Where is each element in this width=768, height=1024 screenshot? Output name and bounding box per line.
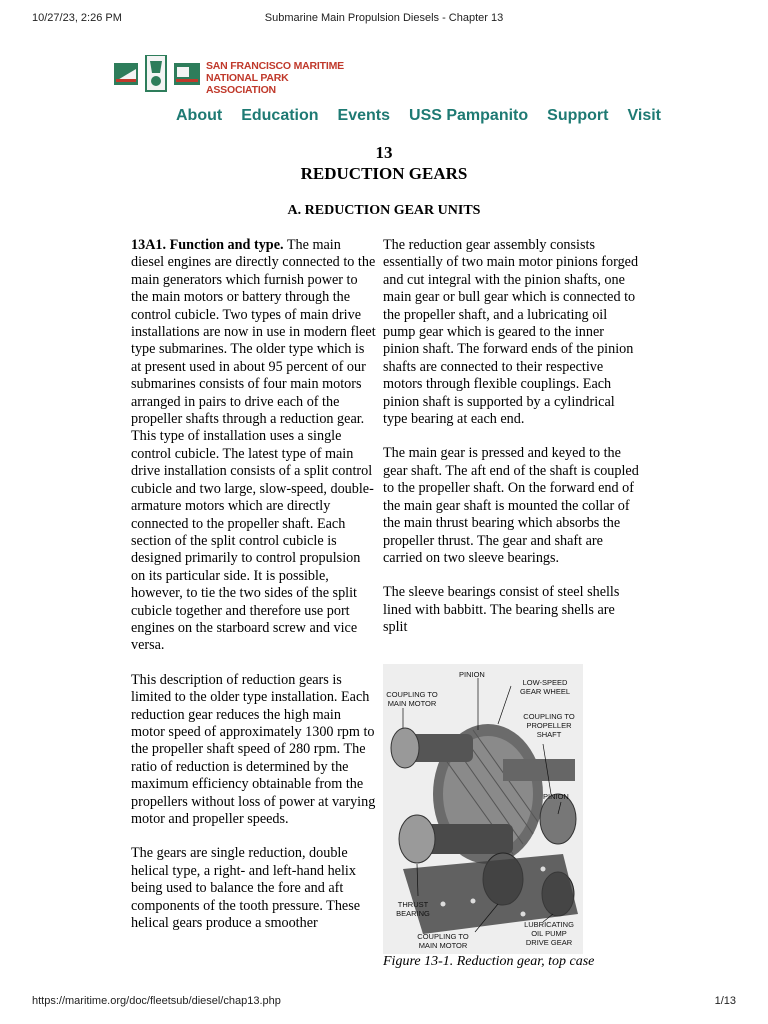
- right-column: [383, 237, 639, 654]
- print-header: [0, 0, 768, 24]
- nav-about[interactable]: About: [176, 107, 223, 124]
- nav-education[interactable]: Education: [241, 107, 319, 124]
- label-pinion-top: PINION: [459, 670, 485, 679]
- logo-emblem-icon: [114, 55, 202, 93]
- label-lube-pump-gear: LUBRICATING OIL PUMP DRIVE GEAR: [524, 920, 574, 947]
- chapter-title: REDUCTION GEARS: [300, 164, 468, 183]
- chapter-number: 13: [375, 143, 393, 162]
- paragraph-assembly: The reduction gear assembly consists essentially of two main motor pinions forged and cut integral with the pinion shafts, one main gear or bull gear which is connected to the propeller shaft, and a lubricating oil pump gear which is geared to the inner pinion shaft. The forward ends of the pinion shafts are connected to their respective motors through flexible couplings. Each pinion shaft is supported by a cylindrical type bearing at each end.: [383, 237, 639, 428]
- reduction-gear-figure: [383, 664, 583, 954]
- print-date: 10/27/23, 2:26 PM: [32, 12, 122, 24]
- label-low-speed-gear: LOW-SPEED GEAR WHEEL: [519, 678, 570, 696]
- print-page-count: 1/13: [714, 995, 736, 1007]
- print-url: https://maritime.org/doc/fleetsub/diesel/chap13.php: [32, 995, 281, 1007]
- nav-events[interactable]: Events: [337, 107, 391, 124]
- left-column: [131, 237, 376, 949]
- label-coupling-main-top: COUPLING TO MAIN MOTOR: [386, 690, 438, 708]
- label-coupling-main-bottom: COUPLING TO MAIN MOTOR: [417, 932, 469, 950]
- label-pinion-right: PINION: [543, 792, 569, 801]
- nav-uss-pampanito[interactable]: USS Pampanito: [409, 107, 529, 124]
- figure-caption: Figure 13-1. Reduction gear, top case: [383, 954, 595, 969]
- paragraph-older-type: This description of reduction gears is limited to the older type installation. Each reduction gear reduces the high main motor speed of approximately 1300 rpm to the propeller shaft speed of 280 rpm. The ratio of reduction is determined by the maximum efficiency obtainable from the propellers without loss of power at varying motor and propeller speeds.: [131, 671, 376, 827]
- print-footer: [0, 990, 768, 1010]
- logo-text: SAN FRANCISCO MARITIME NATIONAL PARK ASSOCIATION: [206, 60, 344, 96]
- nav-visit[interactable]: Visit: [627, 107, 661, 124]
- label-thrust-bearing: THRUST BEARING: [396, 900, 430, 918]
- paragraph-sleeve-bearings: The sleeve bearings consist of steel shells lined with babbitt. The bearing shells are split: [383, 584, 620, 636]
- print-title: Submarine Main Propulsion Diesels - Chapter 13: [264, 12, 504, 24]
- label-coupling-propeller: COUPLING TO PROPELLER SHAFT: [523, 712, 575, 739]
- sfmnpa-logo[interactable]: [114, 55, 344, 96]
- paragraph-gears: The gears are single reduction, double helical type, a right- and left-hand helix being used to balance the fore and aft components of the tooth pressure. These helical gears produce a smoother: [131, 845, 361, 932]
- nav-support[interactable]: Support: [547, 107, 609, 124]
- main-nav: [176, 107, 661, 125]
- paragraph-lead: 13A1. Function and type.: [131, 237, 284, 253]
- section-title: A. REDUCTION GEAR UNITS: [287, 203, 481, 218]
- paragraph-function-and-type: 13A1. Function and type. The main diesel engines are directly connected to the main generators which furnish power to the main motors or battery through the control cubicle. Two types of main drive installations are now in use in modern fleet type submarines. The older type which is at present used in about 95 percent of our submarines consists of four main motors arranged in pairs to drive each of the propeller shafts through a reduction gear. This type of installation uses a single control cubicle. The latest type of main drive installation consists of a split control cubicle and two large, slow-speed, double-armature motors which are directly connected to the propeller shaft. Each section of the split control cubicle is designed primarily to control propulsion on its particular side. It is possible, however, to tie the two sides of the split cubicle together and therefore use port engines on the starboard screw and vice versa.: [131, 237, 376, 654]
- paragraph-main-gear: The main gear is pressed and keyed to the gear shaft. The aft end of the shaft is coupled to the propeller shaft. On the forward end of the main gear shaft is mounted the collar of the main thrust bearing which absorbs the propeller thrust. The gear and shaft are carried on two sleeve bearings.: [383, 445, 639, 566]
